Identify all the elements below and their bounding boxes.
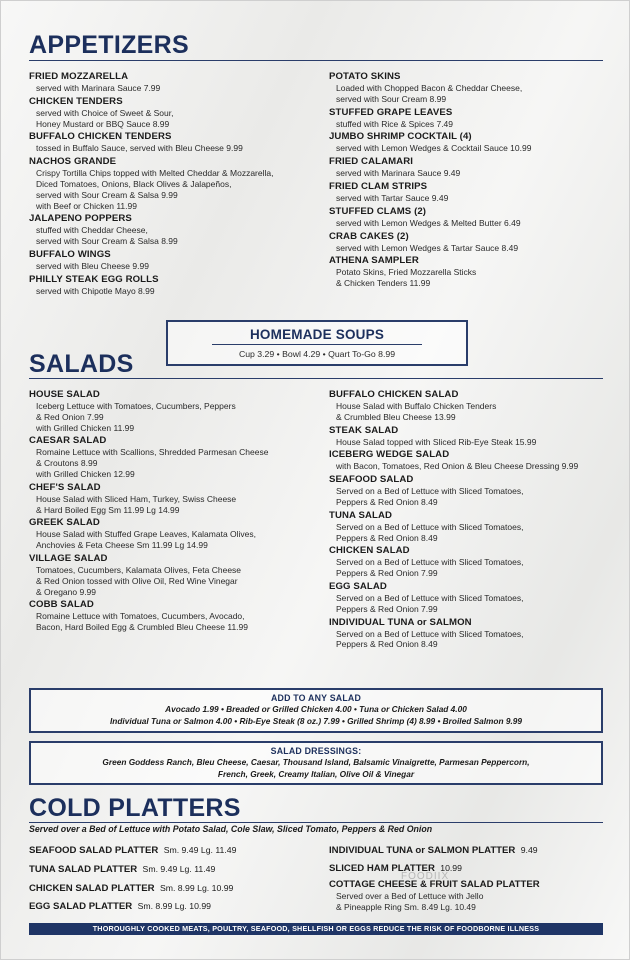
salad-dressings-box <box>29 741 603 785</box>
menu-item-description: Diced Tomatoes, Onions, Black Olives & Jalapeños, <box>36 178 232 189</box>
appetizers-left-column <box>29 71 319 299</box>
menu-item-description: served with Lemon Wedges & Tartar Sauce 8.49 <box>336 242 519 253</box>
menu-item-name: ATHENA SAMPLER <box>329 255 419 267</box>
menu-item-name: NACHOS GRANDE <box>29 156 117 168</box>
menu-item <box>329 581 619 615</box>
menu-item-description: Iceberg Lettuce with Tomatoes, Cucumbers, Peppers <box>36 401 236 411</box>
cottage-desc-2: & Pineapple Ring Sm. 8.49 Lg. 10.49 <box>336 902 476 912</box>
menu-item-description: & Oregano 9.99 <box>36 586 97 597</box>
platter-item <box>29 882 233 895</box>
menu-item-name: EGG SALAD <box>329 580 387 592</box>
menu-item <box>329 474 619 508</box>
menu-item <box>329 255 619 289</box>
menu-item <box>329 156 619 179</box>
menu-item <box>329 389 619 423</box>
menu-item <box>29 435 319 479</box>
menu-item <box>329 617 619 651</box>
menu-item-name: JUMBO SHRIMP COCKTAIL (4) <box>329 131 472 143</box>
menu-item-description: Peppers & Red Onion 7.99 <box>336 603 438 614</box>
platter-name: SEAFOOD SALAD PLATTER <box>29 845 159 856</box>
menu-item-description: with Bacon, Tomatoes, Red Onion & Bleu Cheese Dressing 9.99 <box>336 461 579 472</box>
platter-item <box>29 863 215 876</box>
menu-item-description: with Beef or Chicken 11.99 <box>36 200 137 211</box>
menu-item <box>29 131 319 154</box>
salads-rule <box>29 378 603 379</box>
add-to-salad-box <box>29 688 603 733</box>
menu-item <box>29 71 319 94</box>
menu-item <box>29 553 319 597</box>
menu-item-name: HOUSE SALAD <box>29 389 100 400</box>
platter-name: EGG SALAD PLATTER <box>29 901 133 912</box>
cold-platters-title: COLD PLATTERS <box>29 794 241 822</box>
cottage-desc-1: Served over a Bed of Lettuce with Jello <box>336 891 484 901</box>
menu-item-description: Crispy Tortilla Chips topped with Melted Cheddar & Mozzarella, <box>36 168 274 179</box>
menu-item-name: TUNA SALAD <box>329 509 392 521</box>
menu-item-name: INDIVIDUAL TUNA or SALMON <box>329 616 472 628</box>
menu-item-description: stuffed with Rice & Spices 7.49 <box>336 118 454 129</box>
menu-item-description: & Hard Boiled Egg Sm 11.99 Lg 14.99 <box>36 504 180 515</box>
platter-name: COTTAGE CHEESE & FRUIT SALAD PLATTER <box>329 879 540 890</box>
menu-item-description: House Salad with Buffalo Chicken Tenders <box>336 401 497 411</box>
menu-item <box>329 449 619 472</box>
menu-item-description: served with Bleu Cheese 9.99 <box>36 260 149 271</box>
platter-price: Sm. 9.49 Lg. 11.49 <box>163 845 237 855</box>
menu-item-name: VILLAGE SALAD <box>29 552 108 564</box>
menu-item <box>29 213 319 247</box>
menu-item-description: & Red Onion tossed with Olive Oil, Red Wine Vinegar <box>36 575 238 586</box>
menu-item-name: BUFFALO WINGS <box>29 248 111 260</box>
menu-item <box>329 231 619 254</box>
menu-item-name: PHILLY STEAK EGG ROLLS <box>29 273 159 285</box>
platter-price: Sm. 8.99 Lg. 10.99 <box>159 883 234 893</box>
menu-item <box>29 249 319 272</box>
menu-item-name: CHICKEN SALAD <box>329 545 410 557</box>
appetizers-right-column <box>329 71 619 291</box>
menu-item-name: FRIED CALAMARI <box>329 156 414 168</box>
salads-title: SALADS <box>29 350 134 378</box>
cold-platters-rule <box>29 822 603 823</box>
menu-item-description: served with Marinara Sauce 7.99 <box>36 83 161 93</box>
menu-item <box>29 96 319 130</box>
menu-item <box>329 510 619 544</box>
menu-item-description: Served on a Bed of Lettuce with Sliced Tomatoes, <box>336 557 524 568</box>
menu-item <box>329 107 619 130</box>
menu-item-description: & Crumbled Bleu Cheese 13.99 <box>336 411 456 422</box>
add-to-salad-title: ADD TO ANY SALAD <box>270 693 362 703</box>
menu-item-name: CHEF'S SALAD <box>29 481 101 493</box>
add-to-salad-line-1: Avocado 1.99 • Breaded or Grilled Chicken 4.00 • Tuna or Chicken Salad 4.00 <box>165 704 467 714</box>
menu-item-description: with Grilled Chicken 12.99 <box>36 468 135 479</box>
menu-item-name: POTATO SKINS <box>329 71 401 82</box>
menu-item <box>29 389 319 433</box>
soups-prices: Cup 3.29 • Bowl 4.29 • Quart To-Go 8.99 <box>238 349 396 359</box>
menu-item-name: ICEBERG WEDGE SALAD <box>329 449 450 461</box>
cold-platters-subtitle: Served over a Bed of Lettuce with Potato Salad, Cole Slaw, Sliced Tomato, Peppers & Red Onion <box>29 824 433 834</box>
platter-price: 10.99 <box>440 863 462 873</box>
appetizers-title: APPETIZERS <box>29 31 189 59</box>
menu-item-description: served with Tartar Sauce 9.49 <box>336 192 449 203</box>
menu-item <box>29 274 319 297</box>
menu-item-description: Peppers & Red Onion 8.49 <box>336 496 438 507</box>
menu-item-name: SEAFOOD SALAD <box>329 474 414 486</box>
dressings-line-2: French, Greek, Creamy Italian, Olive Oil & Vinegar <box>217 769 415 779</box>
menu-item-description: Peppers & Red Onion 8.49 <box>336 532 438 543</box>
menu-item-description: Peppers & Red Onion 7.99 <box>336 568 438 579</box>
menu-item-description: Served on a Bed of Lettuce with Sliced Tomatoes, <box>336 628 524 639</box>
menu-item-description: Anchovies & Feta Cheese Sm 11.99 Lg 14.99 <box>36 540 208 551</box>
appetizers-rule <box>29 60 603 61</box>
menu-item-name: CHICKEN TENDERS <box>29 95 123 107</box>
menu-item-description: with Grilled Chicken 11.99 <box>36 422 135 433</box>
menu-item-description: & Croutons 8.99 <box>36 458 98 469</box>
menu-item-description: served with Chipotle Mayo 8.99 <box>36 285 155 296</box>
menu-item-description: House Salad topped with Sliced Rib-Eye Steak 15.99 <box>336 436 537 447</box>
dressings-title: SALAD DRESSINGS: <box>270 746 362 756</box>
menu-item-description: tossed in Buffalo Sauce, served with Bleu Cheese 9.99 <box>36 143 243 154</box>
platter-name: INDIVIDUAL TUNA or SALMON PLATTER <box>329 845 516 856</box>
menu-item-description: House Salad with Stuffed Grape Leaves, Kalamata Olives, <box>36 529 257 540</box>
menu-item-name: JALAPENO POPPERS <box>29 213 132 225</box>
menu-item-description: served with Sour Cream & Salsa 9.99 <box>36 189 178 200</box>
soups-rule <box>212 344 422 345</box>
food-safety-footer: THOROUGHLY COOKED MEATS, POULTRY, SEAFOOD, SHELLFISH OR EGGS REDUCE THE RISK OF FOODBORNE ILLNESS <box>29 923 603 935</box>
menu-item-name: BUFFALO CHICKEN SALAD <box>329 389 459 400</box>
menu-item-name: STUFFED GRAPE LEAVES <box>329 106 453 118</box>
platter-name: CHICKEN SALAD PLATTER <box>29 883 155 894</box>
platter-price: Sm. 9.49 Lg. 11.49 <box>142 864 216 874</box>
menu-item <box>329 71 619 105</box>
menu-item-description: Served on a Bed of Lettuce with Sliced Tomatoes, <box>336 592 524 603</box>
salads-right-column <box>329 389 619 652</box>
menu-item-description: House Salad with Sliced Ham, Turkey, Swiss Cheese <box>36 493 237 504</box>
add-to-salad-line-2: Individual Tuna or Salmon 4.00 • Rib-Eye Steak (8 oz.) 7.99 • Grilled Shrimp (4) 8.99 • Broiled Salmon 9.99 <box>109 716 522 726</box>
menu-item-description: Bacon, Hard Boiled Egg & Crumbled Bleu Cheese 11.99 <box>36 622 248 633</box>
menu-item-description: served with Choice of Sweet & Sour, <box>36 107 174 118</box>
platter-name: TUNA SALAD PLATTER <box>29 864 138 875</box>
platter-name: SLICED HAM PLATTER <box>329 863 435 874</box>
menu-item <box>29 517 319 551</box>
menu-item-description: & Red Onion 7.99 <box>36 411 104 422</box>
menu-item-description: Potato Skins, Fried Mozzarella Sticks <box>336 267 477 278</box>
menu-item-description: Served on a Bed of Lettuce with Sliced Tomatoes, <box>336 521 524 532</box>
menu-item-name: STUFFED CLAMS (2) <box>329 205 427 217</box>
menu-item-name: STEAK SALAD <box>329 424 399 436</box>
menu-item <box>329 425 619 448</box>
platter-item <box>29 844 236 857</box>
menu-item-description: & Chicken Tenders 11.99 <box>336 278 431 289</box>
menu-item <box>329 206 619 229</box>
menu-item-description: Loaded with Chopped Bacon & Cheddar Cheese, <box>336 83 523 93</box>
menu-item-name: BUFFALO CHICKEN TENDERS <box>29 131 172 143</box>
menu-item-description: served with Marinara Sauce 9.49 <box>336 168 461 179</box>
menu-item-description: Peppers & Red Onion 8.49 <box>336 639 438 650</box>
menu-item-name: CRAB CAKES (2) <box>329 230 409 242</box>
menu-item <box>29 482 319 516</box>
menu-item-description: stuffed with Cheddar Cheese, <box>36 225 148 236</box>
soups-title: HOMEMADE SOUPS <box>249 327 385 342</box>
menu-item-description: Romaine Lettuce with Scallions, Shredded Parmesan Cheese <box>36 447 269 458</box>
menu-item-description: served with Sour Cream 8.99 <box>336 93 447 104</box>
menu-item <box>329 545 619 579</box>
menu-item-name: CAESAR SALAD <box>29 435 107 447</box>
platter-price: Sm. 8.99 Lg. 10.99 <box>137 901 211 911</box>
dressings-line-1: Green Goddess Ranch, Bleu Cheese, Caesar, Thousand Island, Balsamic Vinaigrette, Parmesan Peppercorn, <box>102 757 530 767</box>
homemade-soups-box <box>166 320 468 366</box>
menu-item-description: Served on a Bed of Lettuce with Sliced Tomatoes, <box>336 486 524 497</box>
platter-price: 9.49 <box>520 845 538 855</box>
salads-left-column <box>29 389 319 635</box>
watermark: FOODIIX <box>401 871 450 882</box>
menu-item-description: Romaine Lettuce with Tomatoes, Cucumbers, Avocado, <box>36 611 245 622</box>
menu-item-description: served with Sour Cream & Salsa 8.99 <box>36 236 178 247</box>
menu-item-description: served with Lemon Wedges & Melted Butter 6.49 <box>336 217 521 228</box>
menu-item-description: Tomatoes, Cucumbers, Kalamata Olives, Feta Cheese <box>36 564 242 575</box>
menu-item <box>329 131 619 154</box>
menu-item-name: GREEK SALAD <box>29 517 100 529</box>
menu-item <box>29 156 319 211</box>
menu-item-name: FRIED MOZZARELLA <box>29 71 129 82</box>
menu-item-description: Honey Mustard or BBQ Sauce 8.99 <box>36 118 170 129</box>
menu-item-name: FRIED CLAM STRIPS <box>329 180 428 192</box>
menu-item-description: served with Lemon Wedges & Cocktail Sauce 10.99 <box>336 143 532 154</box>
platter-item <box>329 844 538 857</box>
menu-item <box>329 181 619 204</box>
platter-item <box>29 900 211 913</box>
menu-item-name: COBB SALAD <box>29 599 94 611</box>
menu-item <box>29 599 319 633</box>
